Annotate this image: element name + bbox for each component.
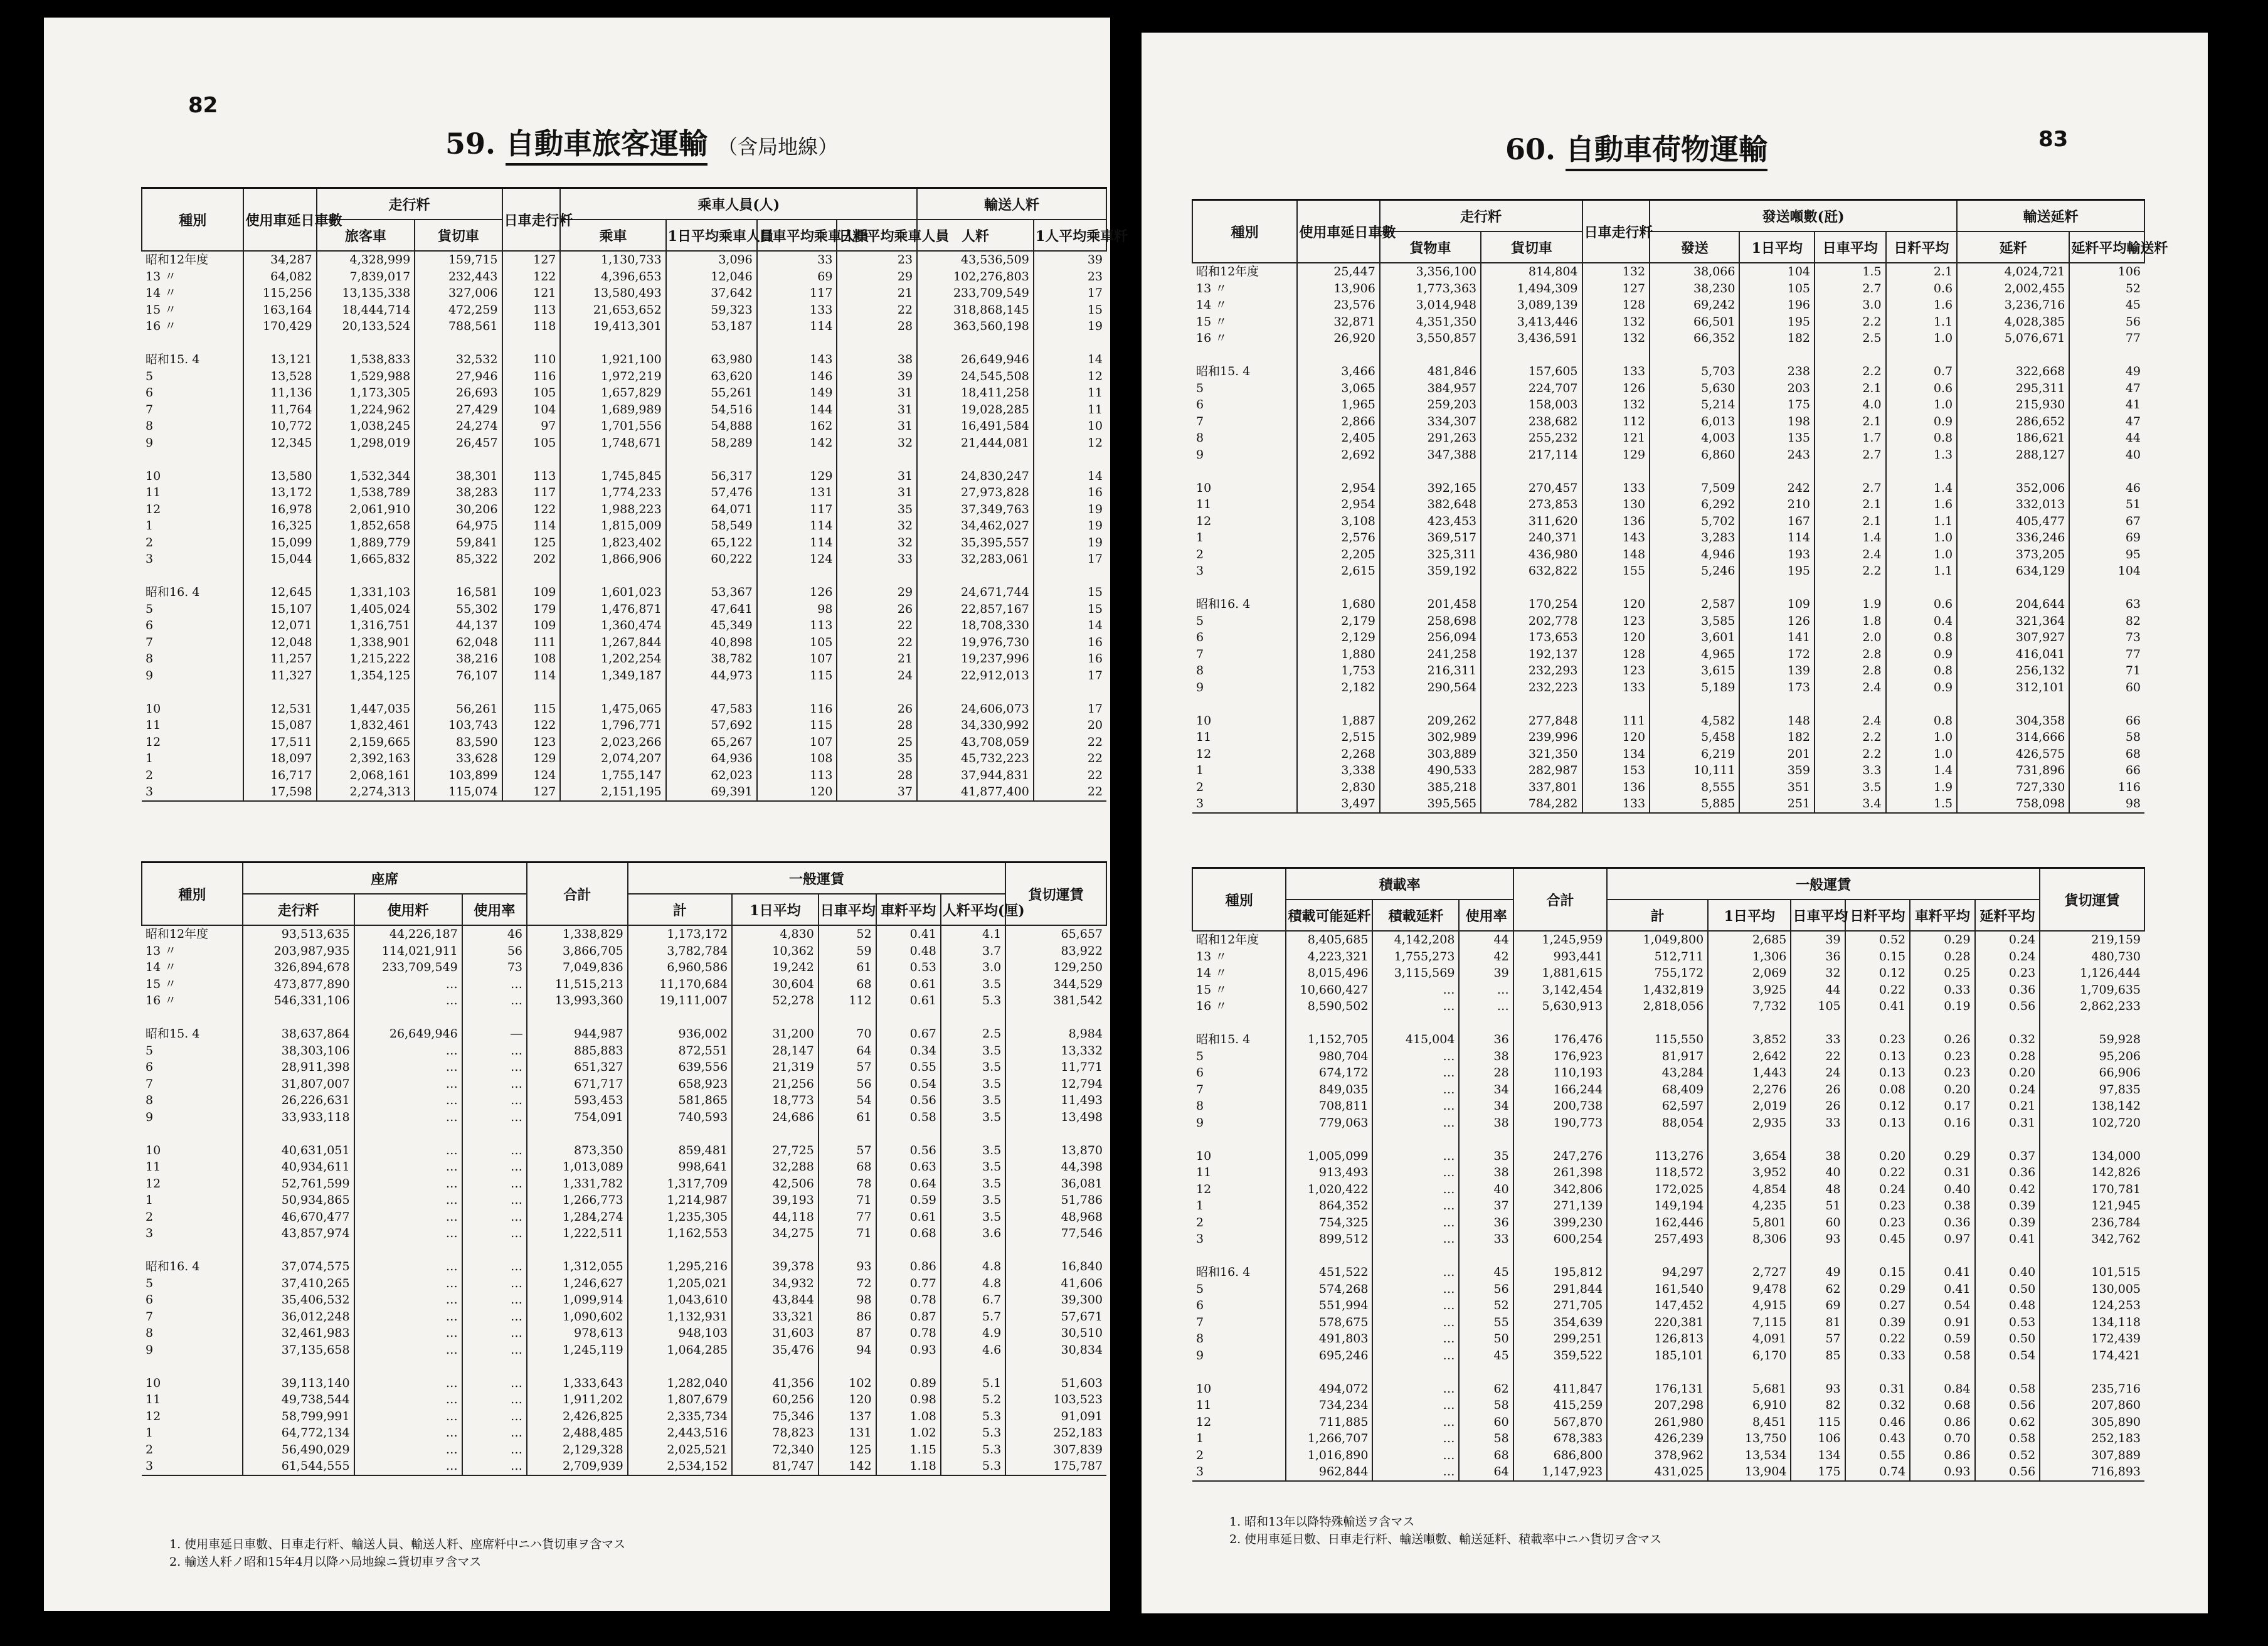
header-cell: 延粁 xyxy=(1957,231,2069,263)
header-cell: 使用車延日車數 xyxy=(243,188,316,252)
header-cell: 貨物車 xyxy=(1380,231,1481,263)
group-header: 乘車人員(人) xyxy=(560,188,917,220)
footnotes xyxy=(1229,1513,1661,1548)
header-cell: 積載可能延粁 xyxy=(1286,900,1372,931)
header-cell: 日粁平均 xyxy=(1845,900,1910,931)
data-column: 4.1 3.7 3.0 3.5 5.3 2.5 3.5 3.5 3.5 3.5 3.5 3.5 3.5 3.5 3.5 3.5 3.6 4.8 4.8 6.7 5.7 4.9 4.6 5.1 5.2 5.3 5.3 5.3 5.3 xyxy=(941,925,1005,1475)
header-cell: 1日平均 xyxy=(1708,900,1791,931)
header-cell: 日車平均 xyxy=(1791,900,1845,931)
data-column: 132 127 128 132 132 133 126 132 112 121 129 133 130 136 143 148 155 120 123 120 128 123 133 111 120 134 153 136 133 xyxy=(1582,263,1650,813)
header-cell: 種別 xyxy=(1192,200,1297,263)
header-cell: 1日平均 xyxy=(732,894,819,925)
data-column: 43,536,509 102,276,803 233,709,549 318,868,145 363,560,198 26,649,946 24,545,508 18,411,258 19,028,285 16,491,584 21,444,081 24,830,247 27,973,828 37,349,763 34,462,027 35,395,557 32,283,061 24,671,744 22,857,167 18,708,330 19,976,730 19,237,996 22,912,013 24,606,073 34,330,992 43,708,059 45,732,223 37,944,831 41,877,400 xyxy=(917,251,1034,801)
data-column: 4,830 10,362 19,242 30,604 52,278 31,200 28,147 21,319 21,256 18,773 24,686 27,725 32,288 42,506 39,193 44,118 34,275 39,378 34,932 43,844 33,321 31,603 35,476 41,356 60,256 75,346 78,823 72,340 81,747 xyxy=(732,925,819,1475)
data-column: 23 29 21 22 28 38 39 31 31 31 32 31 31 35 32 32 33 29 26 22 22 21 24 26 28 25 35 28 37 xyxy=(837,251,917,801)
data-column: 33 69 117 133 114 143 146 149 144 162 142 129 131 117 114 114 124 126 98 113 105 107 115 116 115 107 108 113 120 xyxy=(757,251,837,801)
data-column: 44 42 39 … … 36 38 28 34 34 38 35 38 40 37 36 33 45 56 52 55 50 45 62 58 60 58 68 64 xyxy=(1459,931,1513,1481)
header-cell: 貨切運賃 xyxy=(2040,868,2144,932)
header-cell: 車粁平均 xyxy=(1910,900,1974,931)
right-page xyxy=(1142,33,2208,1613)
header-cell: 貨切車 xyxy=(415,220,502,251)
header-cell: 1人平均乘車粁 xyxy=(1034,220,1106,251)
header-cell: 日車平均 xyxy=(819,894,876,925)
group-header: 發送噸數(瓩) xyxy=(1650,200,1957,232)
left-page xyxy=(44,18,1128,1611)
header-cell: 日車平均乘車人員 xyxy=(757,220,837,251)
data-column: 65,657 83,922 129,250 344,529 381,542 8,984 13,332 11,771 12,794 11,493 13,498 13,870 44,398 36,081 51,786 48,968 77,546 16,840 41,606 39,300 57,671 30,510 30,834 51,603 103,523 91,091 252,183 307,839 175,787 xyxy=(1005,925,1106,1475)
header-cell: 旅客車 xyxy=(317,220,415,251)
header-cell: 發送 xyxy=(1650,231,1739,263)
page-title xyxy=(445,121,838,162)
header-cell: 延粁平均輸送粁 xyxy=(2069,231,2144,263)
data-column: 219,159 480,730 1,126,444 1,709,635 2,862,233 59,928 95,206 66,906 97,835 138,142 102,720 134,000 142,826 170,781 121,945 236,784 342,762 101,515 130,005 124,253 134,118 172,439 174,421 235,716 207,860 305,890 252,183 307,889 716,893 xyxy=(2040,931,2144,1481)
header-cell: 計 xyxy=(1607,900,1708,931)
group-header: 一般運賃 xyxy=(1607,868,2040,900)
row-labels: 昭和12年度 13 〃 14 〃 15 〃 16 〃 昭和15. 4 5 6 7 8 9 10 11 12 1 2 3 昭和16. 4 5 6 7 8 9 10 11 12 1 2 3 xyxy=(142,251,243,801)
title-sub: （含局地線） xyxy=(718,135,839,159)
data-column: 38,066 38,230 69,242 66,501 66,352 5,703 5,630 5,214 6,013 4,003 6,860 7,509 6,292 5,702 3,283 4,946 5,246 2,587 3,585 3,601 4,965 3,615 5,189 4,582 5,458 6,219 10,111 8,555 5,885 xyxy=(1650,263,1739,813)
data-column: 1,130,733 4,396,653 13,580,493 21,653,652 19,413,301 1,921,100 1,972,219 1,657,829 1,689,989 1,701,556 1,748,671 1,745,845 1,774,233 1,988,223 1,815,009 1,823,402 1,866,906 1,601,023 1,476,871 1,360,474 1,267,844 1,202,254 1,349,187 1,475,065 1,796,771 2,023,266 2,074,207 1,755,147 2,151,195 xyxy=(560,251,665,801)
page-number: 82 xyxy=(188,93,218,118)
header-cell: 乘車 xyxy=(560,220,665,251)
header-cell: 合計 xyxy=(1513,868,1607,932)
header-cell: 1日平均 xyxy=(1739,231,1815,263)
freight-traffic-table xyxy=(1192,199,2168,814)
header-cell: 種別 xyxy=(142,188,243,252)
data-column: 4,024,721 2,002,455 3,236,716 4,028,385 5,076,671 322,668 295,311 215,930 286,652 186,621 288,127 352,006 332,013 405,477 336,246 373,205 634,129 204,644 321,364 307,927 416,041 256,132 312,101 304,358 314,666 426,575 731,896 727,330 758,098 xyxy=(1957,263,2069,813)
data-column: 0.24 0.24 0.23 0.36 0.56 0.32 0.28 0.20 0.24 0.21 0.31 0.37 0.36 0.42 0.39 0.39 0.41 0.40 0.50 0.48 0.53 0.50 0.54 0.58 0.56 0.62 0.58 0.52 0.56 xyxy=(1975,931,2040,1481)
data-column: 1,245,959 993,441 1,881,615 3,142,454 5,630,913 176,476 176,923 110,193 166,244 200,738 190,773 247,276 261,398 342,806 271,139 399,230 600,254 195,812 291,844 271,705 354,639 299,251 359,522 411,847 415,259 567,870 678,383 686,800 1,147,923 xyxy=(1513,931,1607,1481)
header-cell: 使用車延日車數 xyxy=(1297,200,1379,263)
footnote: 1. 使用車延日車數、日車走行粁、輸送人員、輸送人粁、座席粁中ニハ貨切車ヲ含マス xyxy=(169,1537,626,1551)
data-column: 4,328,999 7,839,017 13,135,338 18,444,714 20,133,524 1,538,833 1,529,988 1,173,305 1,224,962 1,038,245 1,298,019 1,532,344 1,538,789 2,061,910 1,852,658 1,889,779 1,665,832 1,331,103 1,405,024 1,316,751 1,338,901 1,215,222 1,354,125 1,447,035 1,832,461 2,159,665 2,392,163 2,068,161 2,274,313 xyxy=(317,251,415,801)
group-header: 座席 xyxy=(243,863,527,895)
header-cell: 合計 xyxy=(527,863,628,926)
data-column: 0.29 0.28 0.25 0.33 0.19 0.26 0.23 0.23 0.20 0.17 0.16 0.29 0.31 0.40 0.38 0.36 0.97 0.41 0.41 0.54 0.91 0.59 0.58 0.84 0.68 0.86 0.70 0.86 0.93 xyxy=(1910,931,1974,1481)
header-cell: 使用粁 xyxy=(354,894,462,925)
data-column: 814,804 1,494,309 3,089,139 3,413,446 3,436,591 157,605 224,707 158,003 238,682 255,232 217,114 270,457 273,853 311,620 240,371 436,980 632,822 170,254 202,778 173,653 192,137 232,293 232,223 277,848 239,996 321,350 282,987 337,801 784,282 xyxy=(1481,263,1582,813)
header-cell: 日車走行粁 xyxy=(502,188,561,252)
header-cell: 貨切運賃 xyxy=(1005,863,1106,926)
header-cell: 計 xyxy=(628,894,732,925)
header-cell: 日車走行粁 xyxy=(1582,200,1650,263)
data-column: 39 23 17 15 19 14 12 11 11 10 12 14 16 19 19 19 17 15 15 14 16 16 17 17 20 22 22 22 22 xyxy=(1034,251,1106,801)
group-header: 積載率 xyxy=(1286,868,1513,900)
header-cell: 種別 xyxy=(142,863,243,926)
footnote: 2. 輸送人粁ノ昭和15年4月以降ハ局地線ニ貨切車ヲ含マス xyxy=(169,1555,482,1569)
header-cell: 走行粁 xyxy=(243,894,354,925)
footnotes xyxy=(169,1536,625,1571)
header-cell: 人粁平均(厘) xyxy=(941,894,1005,925)
title-text: 自動車荷物運輸 xyxy=(1566,132,1767,171)
row-labels: 昭和12年度 13 〃 14 〃 15 〃 16 〃 昭和15. 4 5 6 7 8 9 10 11 12 1 2 3 昭和16. 4 5 6 7 8 9 10 11 12 1 2 3 xyxy=(1192,263,1297,813)
data-column: 44,226,187 114,021,911 233,709,549 … … 26,649,946 … … … … … … … … … … … … … … … … … … … … … … … xyxy=(354,925,462,1475)
data-column: 39 36 32 44 105 33 22 24 26 26 33 38 40 48 51 60 93 49 62 69 81 57 85 93 82 115 106 134 175 xyxy=(1791,931,1845,1481)
data-column: 34,287 64,082 115,256 163,164 170,429 13,121 13,528 11,136 11,764 10,772 12,345 13,580 13,172 16,978 16,325 15,099 15,044 12,645 15,107 12,071 12,048 11,257 11,327 12,531 15,087 17,511 18,097 16,717 17,598 xyxy=(243,251,316,801)
group-header: 輸送人粁 xyxy=(917,188,1106,220)
data-column: 8,405,685 4,223,321 8,015,496 10,660,427 8,590,502 1,152,705 980,704 674,172 849,035 708,811 779,063 1,005,099 913,493 1,020,422 864,352 754,325 899,512 451,522 574,268 551,994 578,675 491,803 695,246 494,072 734,234 711,885 1,266,707 1,016,890 962,844 xyxy=(1286,931,1372,1481)
header-cell: 使用率 xyxy=(462,894,527,925)
header-cell: 1日平均乘車人員 xyxy=(666,220,757,251)
row-labels: 昭和12年度 13 〃 14 〃 15 〃 16 〃 昭和15. 4 5 6 7 8 9 10 11 12 1 2 3 昭和16. 4 5 6 7 8 9 10 11 12 1 2 3 xyxy=(1192,931,1286,1481)
data-column: 46 56 73 … … ― … … … … … … … … … … … … … … … … … … … … … … … xyxy=(462,925,527,1475)
data-column: 0.41 0.48 0.53 0.61 0.61 0.67 0.34 0.55 0.54 0.56 0.58 0.56 0.63 0.64 0.59 0.61 0.68 0.86 0.77 0.78 0.87 0.78 0.93 0.89 0.98 1.08 1.02 1.15 1.18 xyxy=(876,925,941,1475)
data-column: 1.5 2.7 3.0 2.2 2.5 2.2 2.1 4.0 2.1 1.7 2.7 2.7 2.1 2.1 1.4 2.4 2.2 1.9 1.8 2.0 2.8 2.8 2.4 2.4 2.2 2.2 3.3 3.5 3.4 xyxy=(1815,263,1886,813)
header-cell: 積載延粁 xyxy=(1372,900,1459,931)
data-column: 4,142,208 1,755,273 3,115,569 … … 415,004 … … … … … … … … … … … … … … … … … … … … … … … xyxy=(1372,931,1459,1481)
header-cell: 車粁平均 xyxy=(876,894,941,925)
group-header: 一般運賃 xyxy=(628,863,1006,895)
page-number: 83 xyxy=(2038,127,2069,152)
header-cell: 貨切車 xyxy=(1481,231,1582,263)
row-labels: 昭和12年度 13 〃 14 〃 15 〃 16 〃 昭和15. 4 5 6 7 8 9 10 11 12 1 2 3 昭和16. 4 5 6 7 8 9 10 11 12 1 2 3 xyxy=(142,925,243,1475)
title-number: 60. xyxy=(1505,132,1556,166)
data-column: 93,513,635 203,987,935 326,894,678 473,877,890 546,331,106 38,637,864 38,303,106 28,911,398 31,807,007 26,226,631 33,933,118 40,631,051 40,934,611 52,761,599 50,934,865 46,670,477 43,857,974 37,074,575 37,410,265 35,406,532 36,012,248 32,461,983 37,135,658 39,113,140 49,738,544 58,799,991 64,772,134 56,490,029 61,544,555 xyxy=(243,925,354,1475)
data-column: 2.1 0.6 1.6 1.1 1.0 0.7 0.6 1.0 0.9 0.8 1.3 1.4 1.6 1.1 1.0 1.0 1.1 0.6 0.4 0.8 0.9 0.8 0.9 0.8 1.0 1.0 1.4 1.9 1.5 xyxy=(1886,263,1958,813)
header-cell: 使用率 xyxy=(1459,900,1513,931)
group-header: 走行粁 xyxy=(1380,200,1582,232)
data-column: 52 59 61 68 112 70 64 57 56 54 61 57 68 78 71 77 71 93 72 98 86 87 94 102 120 137 131 125 142 xyxy=(819,925,876,1475)
header-cell: 日車平均 xyxy=(1815,231,1886,263)
header-cell: 日粁平均乘車人員 xyxy=(837,220,917,251)
group-header: 輸送延粁 xyxy=(1957,200,2144,232)
data-column: 0.52 0.15 0.12 0.22 0.41 0.23 0.13 0.13 0.08 0.12 0.13 0.20 0.22 0.24 0.23 0.23 0.45 0.15 0.29 0.27 0.39 0.22 0.33 0.31 0.32 0.46 0.43 0.55 0.74 xyxy=(1845,931,1910,1481)
data-column: 2,685 1,306 2,069 3,925 7,732 3,852 2,642 1,443 2,276 2,019 2,935 3,654 3,952 4,854 4,235 5,801 8,306 2,727 9,478 4,915 7,115 4,091 6,170 5,681 6,910 8,451 13,750 13,534 13,904 xyxy=(1708,931,1791,1481)
data-column: 159,715 232,443 327,006 472,259 788,561 32,532 27,946 26,693 27,429 24,274 26,457 38,301 38,283 30,206 64,975 59,841 85,322 16,581 55,302 44,137 62,048 38,216 76,107 56,261 103,743 83,590 33,628 103,899 115,074 xyxy=(415,251,502,801)
title-number: 59. xyxy=(445,127,496,161)
data-column: 104 105 196 195 182 238 203 175 198 135 243 242 210 167 114 193 195 109 126 141 172 139 173 148 182 201 359 351 251 xyxy=(1739,263,1815,813)
header-cell: 人粁 xyxy=(917,220,1034,251)
page-title xyxy=(1505,127,1767,168)
data-column: 1,173,172 3,782,784 6,960,586 11,170,684 19,111,007 936,002 872,551 639,556 658,923 581,865 740,593 859,481 998,641 1,317,709 1,214,987 1,235,305 1,162,553 1,295,216 1,205,021 1,043,610 1,132,931 948,103 1,064,285 1,282,040 1,807,679 2,335,734 2,443,516 2,025,521 2,534,152 xyxy=(628,925,732,1475)
data-column: 25,447 13,906 23,576 32,871 26,920 3,466 3,065 1,965 2,866 2,405 2,692 2,954 2,954 3,108 2,576 2,205 2,615 1,680 2,179 2,129 1,880 1,753 2,182 1,887 2,515 2,268 3,338 2,830 3,497 xyxy=(1297,263,1379,813)
passenger-traffic-table xyxy=(141,187,1128,802)
data-column: 127 122 121 113 118 110 116 105 104 97 105 113 117 122 114 125 202 109 179 109 111 108 114 115 122 123 129 124 127 xyxy=(502,251,561,801)
footnote: 1. 昭和13年以降特殊輸送ヲ含マス xyxy=(1229,1515,1415,1529)
passenger-revenue-table xyxy=(141,861,1107,1476)
data-column: 3,356,100 1,773,363 3,014,948 4,351,350 3,550,857 481,846 384,957 259,203 334,307 291,263 347,388 392,165 382,648 423,453 369,517 325,311 359,192 201,458 258,698 256,094 241,258 216,311 290,564 209,262 302,989 303,889 490,533 385,218 395,565 xyxy=(1380,263,1481,813)
data-column: 1,049,800 512,711 755,172 1,432,819 2,818,056 115,550 81,917 43,284 68,409 62,597 88,054 113,276 118,572 172,025 149,194 162,446 257,493 94,297 161,540 147,452 220,381 126,813 185,101 176,131 207,298 261,980 426,239 378,962 431,025 xyxy=(1607,931,1708,1481)
title-text: 自動車旅客運輸 xyxy=(506,127,707,166)
footnote: 2. 使用車延日數、日車走行粁、輸送噸數、輸送延粁、積載率中ニハ貨切ヲ含マス xyxy=(1229,1532,1662,1546)
group-header: 走行粁 xyxy=(317,188,502,220)
header-cell: 種別 xyxy=(1192,868,1286,932)
data-column: 106 52 45 56 77 49 47 41 47 44 40 46 51 67 69 95 104 63 82 73 77 71 60 66 58 68 66 116 98 xyxy=(2069,263,2144,813)
data-column: 1,338,829 3,866,705 7,049,836 11,515,213 13,993,360 944,987 885,883 651,327 671,717 593,453 754,091 873,350 1,013,089 1,331,782 1,266,773 1,284,274 1,222,511 1,312,055 1,246,627 1,099,914 1,090,602 978,613 1,245,119 1,333,643 1,911,202 2,426,825 2,488,485 2,129,328 2,709,939 xyxy=(527,925,628,1475)
data-column: 3,096 12,046 37,642 59,323 53,187 63,980 63,620 55,261 54,516 54,888 58,289 56,317 57,476 64,071 58,549 65,122 60,222 53,367 47,641 45,349 40,898 38,782 44,973 47,583 57,692 65,267 64,936 62,023 69,391 xyxy=(666,251,757,801)
header-cell: 日粁平均 xyxy=(1886,231,1958,263)
freight-revenue-table xyxy=(1192,867,2145,1482)
header-cell: 延粁平均 xyxy=(1975,900,2040,931)
